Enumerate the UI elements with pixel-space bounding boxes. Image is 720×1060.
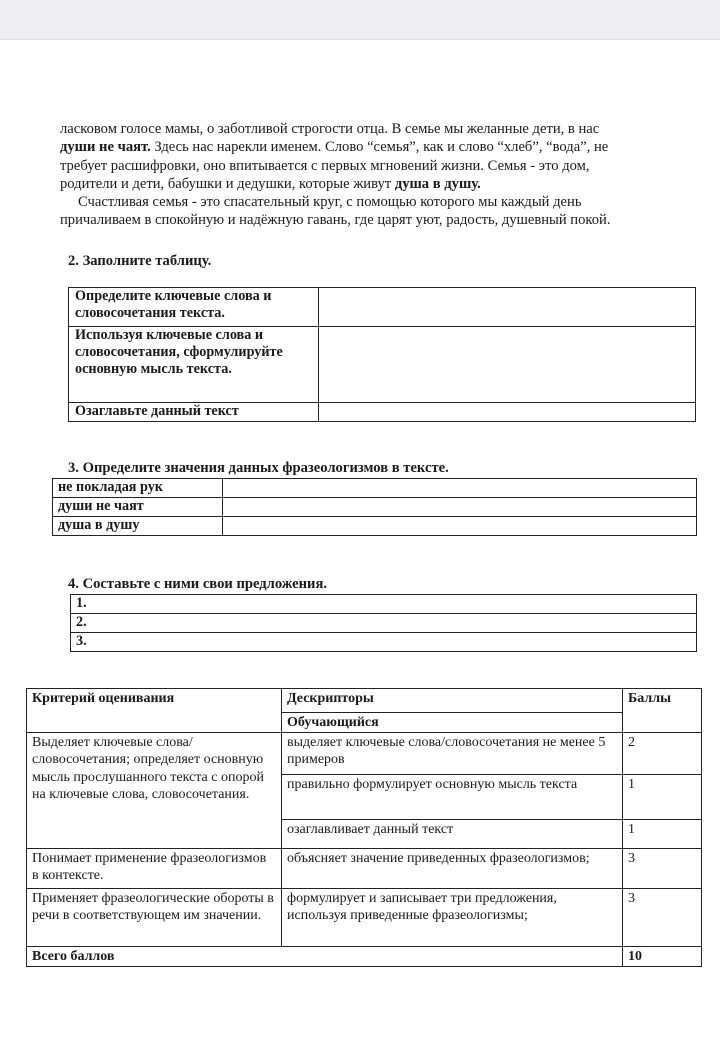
- text-span: Здесь нас нарекли именем. Слово “семья”, как и слово “хлеб”, “вода”, не: [150, 139, 609, 156]
- viewer-top-bar: [0, 0, 720, 40]
- rubric-criterion: Выделяет ключевые слова/словосочетания; определяет основную мысль прослушанного текста с опорой на ключевые слова, словосочетания.: [27, 733, 282, 849]
- bold-phrase: души не чаят.: [60, 139, 151, 156]
- rubric-points: 1: [623, 820, 702, 849]
- text-line: [60, 175, 688, 193]
- task2-row-label: Определите ключевые слова и словосочетания текста.: [69, 288, 319, 327]
- task4-heading: 4. Составьте с ними свои предложения.: [68, 576, 327, 592]
- rubric-descriptor: объясняет значение приведенных фразеологизмов;: [282, 849, 623, 889]
- rubric-points: 3: [623, 849, 702, 889]
- rubric-descriptor: выделяет ключевые слова/словосочетания не менее 5 примеров: [282, 733, 623, 775]
- text-line: причаливаем в спокойную и надёжную гавань, где царят уют, радость, душевный покой.: [60, 212, 611, 229]
- sentence-row[interactable]: 2.: [71, 614, 697, 633]
- meaning-cell[interactable]: [223, 498, 697, 517]
- rubric-descriptor: озаглавливает данный текст: [282, 820, 623, 849]
- rubric-total-value: 10: [623, 947, 702, 967]
- text-paragraph: [60, 120, 688, 230]
- text-line: [60, 138, 688, 156]
- rubric-criterion: Применяет фразеологические обороты в речи в соответствующем им значении.: [27, 889, 282, 947]
- bold-phrase: душа в душу.: [394, 175, 481, 192]
- idiom-cell: не покладая рук: [53, 479, 223, 498]
- rubric-subheader-student: Обучающийся: [282, 713, 623, 733]
- rubric-header-criteria: Критерий оценивания: [27, 689, 282, 733]
- rubric-descriptor: формулирует и записывает три предложения, используя приведенные фразеологизмы;: [282, 889, 623, 947]
- idiom-cell: душа в душу: [53, 517, 223, 536]
- text-line: требует расшифровки, оно впитывается с первых мгновений жизни. Семья - это дом,: [60, 157, 590, 174]
- task4-table: [70, 594, 697, 652]
- rubric-points: 3: [623, 889, 702, 947]
- text-line: Счастливая семья - это спасательный круг, с помощью которого мы каждый день: [78, 194, 582, 211]
- document-page: [0, 40, 720, 1060]
- task2-row-label: Используя ключевые слова и словосочетания, сформулируйте основную мысль текста.: [69, 327, 319, 403]
- rubric-points: 2: [623, 733, 702, 775]
- meaning-cell[interactable]: [223, 479, 697, 498]
- sentence-row[interactable]: 1.: [71, 595, 697, 614]
- rubric-table: [26, 688, 702, 967]
- sentence-row[interactable]: 3.: [71, 633, 697, 652]
- task3-table: [52, 478, 697, 536]
- rubric-points: 1: [623, 775, 702, 820]
- task3-heading: 3. Определите значения данных фразеологизмов в тексте.: [68, 460, 449, 476]
- rubric-total-label: Всего баллов: [27, 947, 623, 967]
- answer-cell[interactable]: [319, 288, 696, 327]
- text-span: родители и дети, бабушки и дедушки, которые живут: [60, 175, 395, 192]
- answer-cell[interactable]: [319, 327, 696, 403]
- task2-table: [68, 287, 696, 422]
- task2-heading: 2. Заполните таблицу.: [68, 253, 212, 269]
- idiom-cell: души не чаят: [53, 498, 223, 517]
- meaning-cell[interactable]: [223, 517, 697, 536]
- answer-cell[interactable]: [319, 403, 696, 422]
- text-line: ласковом голосе мамы, о заботливой строгости отца. В семье мы желанные дети, в нас: [60, 121, 600, 137]
- rubric-header-points: Баллы: [623, 689, 702, 733]
- rubric-descriptor: правильно формулирует основную мысль текста: [282, 775, 623, 820]
- rubric-criterion: Понимает применение фразеологизмов в контексте.: [27, 849, 282, 889]
- task2-row-label: Озаглавьте данный текст: [69, 403, 319, 422]
- rubric-header-descriptors: Дескрипторы: [282, 689, 623, 713]
